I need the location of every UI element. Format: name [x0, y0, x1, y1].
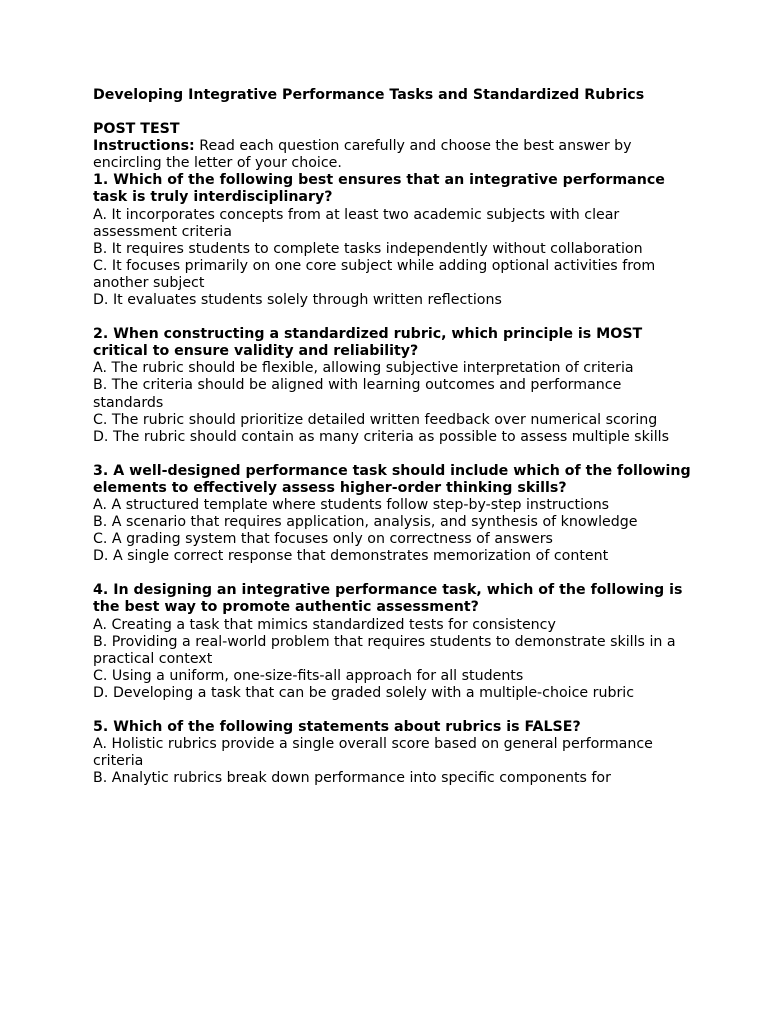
question-text: 2. When constructing a standardized rubric, which principle is MOST critical to ensure validity and reliability?	[93, 326, 643, 360]
option-d: D. A single correct response that demonstrates memorization of content	[93, 548, 609, 565]
question-text: 5. Which of the following statements about rubrics is FALSE?	[93, 719, 581, 735]
question-text: 3. A well-designed performance task should include which of the following elements to effectively assess higher-order thinking skills?	[93, 462, 691, 496]
option-b: B. Analytic rubrics break down performance into specific components for	[93, 770, 611, 787]
option-b: B. It requires students to complete tasks independently without collaboration	[93, 240, 643, 257]
option-c: C. It focuses primarily on one core subject while adding optional activities from another subject	[93, 257, 656, 291]
option-c: C. A grading system that focuses only on correctness of answers	[93, 531, 553, 548]
question-2	[93, 326, 693, 446]
option-b: B. Providing a real-world problem that requires students to demonstrate skills in a practical context	[93, 633, 676, 667]
instructions-text: Read each question carefully and choose the best answer by encircling the letter of your choice.	[93, 138, 632, 172]
question-3	[93, 463, 693, 566]
question-1	[93, 172, 693, 309]
option-d: D. Developing a task that can be graded solely with a multiple-choice rubric	[93, 684, 635, 701]
option-a: A. It incorporates concepts from at least two academic subjects with clear assessment criteria	[93, 206, 620, 240]
option-a: A. Creating a task that mimics standardized tests for consistency	[93, 616, 556, 633]
question-text: 4. In designing an integrative performance task, which of the following is the best way to promote authentic assessment?	[93, 582, 683, 616]
option-a: A. A structured template where students follow step-by-step instructions	[93, 496, 610, 513]
option-b: B. A scenario that requires application, analysis, and synthesis of knowledge	[93, 514, 638, 531]
option-b: B. The criteria should be aligned with learning outcomes and performance standards	[93, 377, 622, 411]
option-c: C. Using a uniform, one-size-fits-all approach for all students	[93, 667, 524, 684]
option-a: A. Holistic rubrics provide a single overall score based on general performance criteria	[93, 736, 653, 770]
option-d: D. It evaluates students solely through written reflections	[93, 292, 502, 309]
option-c: C. The rubric should prioritize detailed written feedback over numerical scoring	[93, 411, 658, 428]
question-5	[93, 719, 693, 787]
question-text: 1. Which of the following best ensures that an integrative performance task is truly interdisciplinary?	[93, 172, 665, 206]
post-test-heading: POST TEST	[93, 121, 180, 138]
document-page	[93, 87, 693, 787]
instructions	[93, 138, 693, 172]
question-4	[93, 582, 693, 702]
instructions-label: Instructions:	[93, 138, 195, 155]
document-title: Developing Integrative Performance Tasks and Standardized Rubrics	[93, 87, 645, 103]
option-a: A. The rubric should be flexible, allowing subjective interpretation of criteria	[93, 360, 634, 377]
option-d: D. The rubric should contain as many criteria as possible to assess multiple skills	[93, 428, 670, 445]
